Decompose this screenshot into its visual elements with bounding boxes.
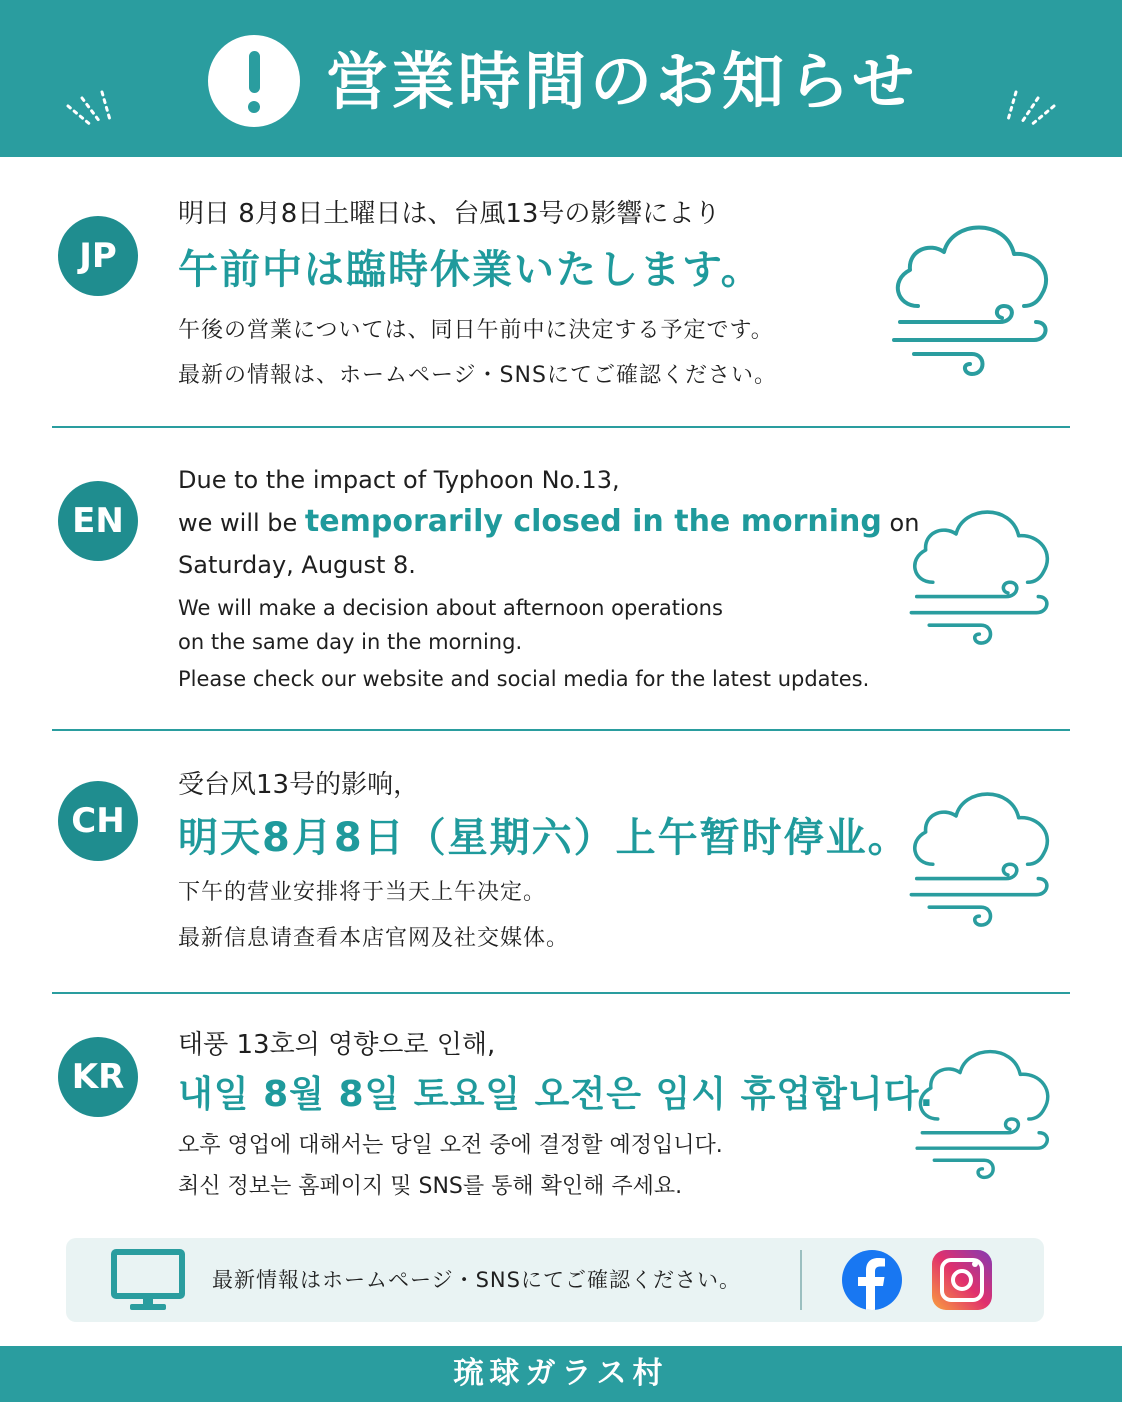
- en-body-line-2: on the same day in the morning.: [178, 630, 523, 654]
- typhoon-cloud-icon: [888, 214, 1058, 384]
- en-body-line-1: We will make a decision about afternoon operations: [178, 596, 723, 620]
- instagram-icon[interactable]: [932, 1250, 992, 1310]
- en-body-line-3: Please check our website and social media for the latest updates.: [178, 667, 870, 691]
- typhoon-cloud-icon: [912, 1040, 1058, 1186]
- page-title: 営業時間のお知らせ: [326, 45, 919, 118]
- divider: [52, 426, 1070, 428]
- en-lead-before: we will be: [178, 509, 305, 537]
- header-banner: [0, 0, 1122, 157]
- en-emphasis-text: temporarily closed in the morning: [304, 504, 882, 539]
- divider: [52, 729, 1070, 731]
- kr-body-line-1: 오후 영업에 대해서는 당일 오전 중에 결정할 예정입니다.: [178, 1133, 723, 1158]
- info-text: 最新情報はホームページ・SNSにてご確認ください。: [212, 1268, 741, 1292]
- typhoon-cloud-icon: [906, 782, 1058, 934]
- ch-lead-text: 受台风13号的影响，: [178, 770, 420, 800]
- kr-emphasis-text: 내일 8월 8일 토요일 오전은 임시 휴업합니다.: [178, 1074, 935, 1115]
- language-badge-en: EN: [58, 481, 138, 561]
- jp-body-line-2: 最新の情報は、ホームページ・SNSにてご確認ください。: [178, 363, 777, 388]
- store-name: 琉球ガラス村: [453, 1356, 669, 1391]
- en-lead-line-2: [178, 504, 919, 541]
- jp-lead-text: 明日 8月8日土曜日は、台風13号の影響により: [178, 199, 721, 229]
- ch-emphasis-text: 明天8月8日（星期六）上午暂时停业。: [178, 815, 910, 861]
- monitor-icon: [110, 1248, 186, 1314]
- info-separator: [800, 1250, 802, 1310]
- divider: [52, 992, 1070, 994]
- en-lead-text: Due to the impact of Typhoon No.13,: [178, 466, 620, 494]
- typhoon-cloud-icon: [906, 500, 1058, 652]
- kr-lead-text: 태풍 13호의 영향으로 인해,: [178, 1030, 496, 1060]
- language-badge-jp: JP: [58, 216, 138, 296]
- footer: [0, 1346, 1122, 1402]
- jp-emphasis-text: 午前中は臨時休業いたします。: [178, 247, 763, 293]
- facebook-icon[interactable]: [842, 1250, 902, 1310]
- ch-body-line-2: 最新信息请查看本店官网及社交媒体。: [178, 926, 570, 951]
- language-badge-ch: CH: [58, 781, 138, 861]
- en-lead-after: on: [881, 509, 920, 537]
- sparkle-left-icon: [62, 88, 122, 138]
- language-badge-kr: KR: [58, 1037, 138, 1117]
- sparkle-right-icon: [1002, 88, 1062, 138]
- en-lead-line-3: Saturday, August 8.: [178, 551, 416, 579]
- ch-body-line-1: 下午的营业安排将于当天上午决定。: [178, 880, 547, 905]
- info-bar: [66, 1238, 1044, 1322]
- exclamation-icon: [208, 35, 300, 127]
- jp-body-line-1: 午後の営業については、同日午前中に決定する予定です。: [178, 318, 774, 343]
- kr-body-line-2: 최신 정보는 홈페이지 및 SNS를 통해 확인해 주세요.: [178, 1174, 683, 1199]
